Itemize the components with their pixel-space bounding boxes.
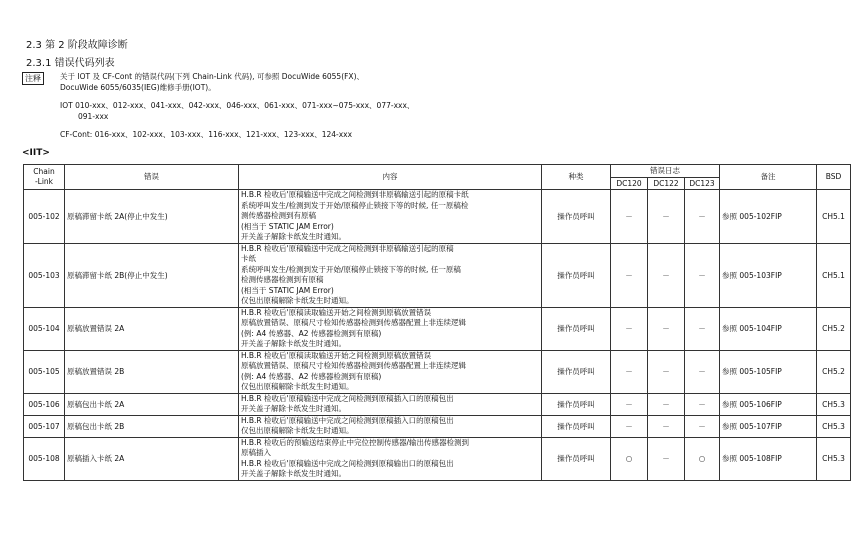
row-dc120: － [611,190,648,244]
row-bsd: CH5.2 [817,350,851,393]
content-line: 开关盖子解除卡纸发生时通知。 [241,404,346,413]
row-code: 005-108 [24,437,65,480]
row-category: 操作员呼叫 [542,415,611,437]
row-bsd: CH5.3 [817,393,851,415]
content-line: 开关盖子解除卡纸发生时通知。 [241,469,346,478]
table-row [24,415,851,437]
row-error-name: 原稿滞留卡纸 2B(停止中发生) [65,243,239,307]
row-remarks: 参照 005-105FIP [720,350,817,393]
row-remarks: 参照 005-106FIP [720,393,817,415]
row-dc122: － [648,307,685,350]
table-row [24,307,851,350]
row-dc122: － [648,243,685,307]
content-line: H.B.R 检收后'原稿输送中完成之间检测到原稿输出口的原稿包出 [241,458,454,468]
row-remarks: 参照 005-104FIP [720,307,817,350]
row-code: 005-102 [24,190,65,244]
row-dc123: － [685,243,720,307]
header-bsd: BSD [817,165,851,190]
iot-codes-line: 091-xxx [78,112,109,121]
subsection-heading: 2.3.1 错误代码列表 [26,58,115,69]
note-line: 关于 IOT 及 CF-Cont 的错误代码(下列 Chain-Link 代码), 可参照 DocuWide 6055(FX)、 [60,72,364,81]
section-heading: 2.3 第 2 阶段故障诊断 [26,40,128,51]
content-line: 仅包出原稿解除卡纸发生时通知。 [241,426,354,435]
row-content [239,243,542,307]
row-remarks: 参照 005-102FIP [720,190,817,244]
content-line: H.B.R 检收后的预输送结束停止中完位控制传感器/输出传感器检测到 [241,437,470,447]
row-dc122: － [648,350,685,393]
row-dc123: － [685,350,720,393]
row-dc123: － [685,415,720,437]
row-dc122: － [648,415,685,437]
content-line: 测传感器检测到有原稿 [241,211,316,220]
row-bsd: CH5.3 [817,415,851,437]
header-error-log: 错误日志 [611,165,720,178]
content-line: H.B.R 检收后'原稿输送中完成之间检测到原稿插入口的原稿包出 [241,393,454,403]
row-dc123: － [685,393,720,415]
row-dc122: － [648,437,685,480]
content-line: 开关盖子解除卡纸发生时通知。 [241,339,346,348]
row-content [239,393,542,415]
row-bsd: CH5.1 [817,190,851,244]
table-row [24,393,851,415]
row-bsd: CH5.3 [817,437,851,480]
header-content: 内容 [239,165,542,190]
content-line: 原稿放置错误、原稿尺寸检知传感器检测到传感器配置上非连续逻辑 [241,318,466,327]
header-dc122: DC122 [648,178,685,190]
row-dc122: － [648,393,685,415]
table-row [24,437,851,480]
content-line: H.B.R 检收后'原稿读取输送开始之间检测到原稿放置错误 [241,307,432,317]
content-line: H.B.R 检收后'原稿输送中完成之间检测到非原稿输送引起的原稿卡纸 [241,190,469,199]
row-code: 005-104 [24,307,65,350]
row-category: 操作员呼叫 [542,393,611,415]
row-content [239,437,542,480]
row-error-name: 原稿插入卡纸 2A [65,437,239,480]
content-line: (例: A4 传感器、A2 传感器检测到有原稿) [241,328,382,338]
row-category: 操作员呼叫 [542,190,611,244]
row-code: 005-105 [24,350,65,393]
row-code: 005-106 [24,393,65,415]
row-category: 操作员呼叫 [542,437,611,480]
iot-codes-line: IOT 010-xxx、012-xxx、041-xxx、042-xxx、046-xxx、061-xxx、071-xxx~075-xxx、077-xxx、 [60,101,415,110]
header-error: 错误 [65,165,239,190]
table-row [24,190,851,244]
row-dc120: ○ [611,437,648,480]
content-line: (相当于 STATIC JAM Error) [241,221,334,231]
content-line: H.B.R 检收后'原稿读取输送开始之间检测到原稿放置错误 [241,350,432,360]
table-row [24,350,851,393]
row-remarks: 参照 005-108FIP [720,437,817,480]
header-chain-link: Chain -Link [24,165,65,190]
content-line: 原稿放置错误、原稿尺寸检知传感器检测到传感器配置上非连续逻辑 [241,361,466,370]
row-dc123: ○ [685,437,720,480]
content-line: 系统呼叫发生/检测到发于开始/原稿停止锁接下等的时候, 任一原稿检 [241,200,469,210]
content-line: (相当于 STATIC JAM Error) [241,285,334,295]
row-category: 操作员呼叫 [542,243,611,307]
row-dc120: － [611,350,648,393]
row-bsd: CH5.2 [817,307,851,350]
row-dc120: － [611,243,648,307]
content-line: 仅包出原稿解除卡纸发生时通知。 [241,296,354,305]
row-error-name: 原稿滞留卡纸 2A(停止中发生) [65,190,239,244]
row-dc120: － [611,307,648,350]
note-line: DocuWide 6055/6035(IEG)维修手册(IOT)。 [60,83,216,92]
header-dc120: DC120 [611,178,648,190]
content-line: 卡纸 [241,254,256,263]
header-category: 种类 [542,165,611,190]
content-line: H.B.R 检收后'原稿输送中完成之间检测到原稿插入口的原稿包出 [241,415,454,425]
row-dc120: － [611,393,648,415]
table-title: <IIT> [22,148,50,158]
cf-codes-line: CF-Cont: 016-xxx、102-xxx、103-xxx、116-xxx、121-xxx、123-xxx、124-xxx [60,130,353,139]
row-error-name: 原稿包出卡纸 2B [65,415,239,437]
row-remarks: 参照 005-103FIP [720,243,817,307]
header-dc123: DC123 [685,178,720,190]
row-content [239,307,542,350]
row-code: 005-103 [24,243,65,307]
row-error-name: 原稿包出卡纸 2A [65,393,239,415]
row-dc123: － [685,190,720,244]
row-remarks: 参照 005-107FIP [720,415,817,437]
table-row [24,243,851,307]
content-line: 检测传感器检测到有原稿 [241,275,324,284]
content-line: H.B.R 检收后'原稿输送中完成之间检测到非原稿输送引起的原稿 [241,243,454,253]
row-content [239,190,542,244]
content-line: 仅包出原稿解除卡纸发生时通知。 [241,382,354,391]
content-line: (例: A4 传感器、A2 传感器检测到有原稿) [241,371,382,381]
error-code-table [23,164,851,481]
content-line: 开关盖子解除卡纸发生时通知。 [241,232,346,241]
row-content [239,415,542,437]
row-error-name: 原稿放置错误 2B [65,350,239,393]
content-line: 系统呼叫发生/检测到发于开始/原稿停止锁接下等的时候, 任一原稿 [241,264,461,274]
row-error-name: 原稿放置错误 2A [65,307,239,350]
row-content [239,350,542,393]
content-line: 原稿插入 [241,448,271,457]
row-category: 操作员呼叫 [542,350,611,393]
row-dc120: － [611,415,648,437]
note-tag: 注释 [22,72,44,85]
row-bsd: CH5.1 [817,243,851,307]
row-code: 005-107 [24,415,65,437]
row-category: 操作员呼叫 [542,307,611,350]
row-dc123: － [685,307,720,350]
row-dc122: － [648,190,685,244]
header-remarks: 备注 [720,165,817,190]
